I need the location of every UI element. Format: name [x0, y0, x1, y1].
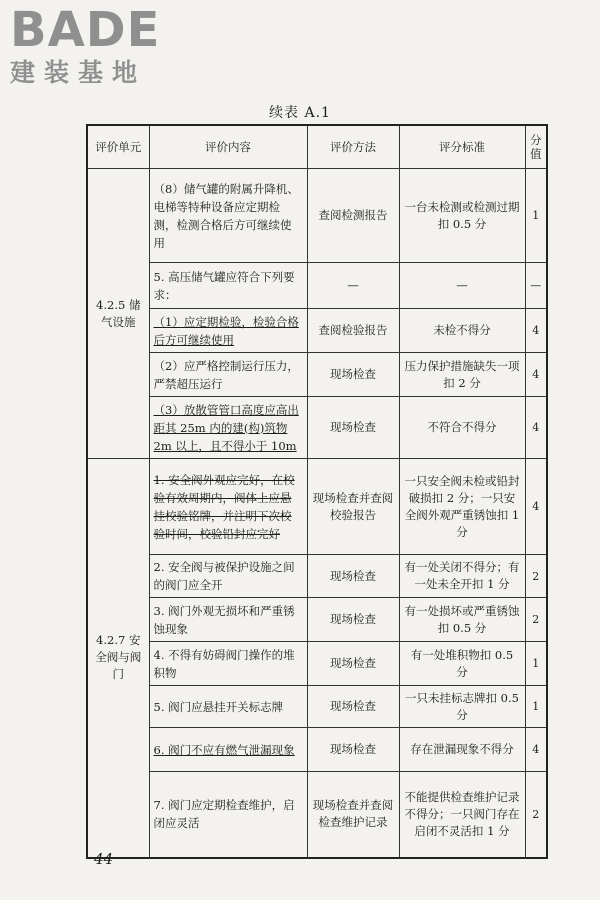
content-cell: （1）应定期检验，检验合格后方可继续使用 — [149, 309, 307, 353]
page-number: 44 — [94, 850, 114, 868]
evaluation-table — [86, 124, 548, 859]
criteria-cell: 一只未挂标志牌扣 0.5 分 — [399, 686, 525, 728]
table-row — [87, 353, 547, 397]
unit-cell: 4.2.7 安全阀与阀门 — [87, 459, 149, 858]
score-cell: 4 — [525, 397, 547, 459]
method-cell: 现场检查 — [307, 686, 399, 728]
table-row — [87, 169, 547, 263]
method-cell: 现场检查 — [307, 397, 399, 459]
table-row — [87, 459, 547, 555]
method-cell: 现场检查 — [307, 353, 399, 397]
header-method: 评价方法 — [307, 125, 399, 169]
method-cell: 现场检查 — [307, 642, 399, 686]
content-cell: 4. 不得有妨碍阀门操作的堆积物 — [149, 642, 307, 686]
criteria-cell: 未检不得分 — [399, 309, 525, 353]
method-cell: 现场检查 — [307, 598, 399, 642]
content-cell: 6. 阀门不应有燃气泄漏现象 — [149, 728, 307, 772]
criteria-cell: 一只安全阀未检或铅封破损扣 2 分；一只安全阀外观严重锈蚀扣 1 分 — [399, 459, 525, 555]
score-cell: 4 — [525, 459, 547, 555]
content-cell: 7. 阀门应定期检查维护，启闭应灵活 — [149, 772, 307, 858]
criteria-cell: 一台未检测或检测过期扣 0.5 分 — [399, 169, 525, 263]
score-cell: 4 — [525, 728, 547, 772]
table-row — [87, 397, 547, 459]
table-row — [87, 263, 547, 309]
score-cell: 4 — [525, 353, 547, 397]
table-row — [87, 772, 547, 858]
criteria-cell: — — [399, 263, 525, 309]
content-cell: 1. 安全阀外观应完好，在校验有效周期内，阀体上应悬挂校验铭牌，并注明下次校验时间，校验铅封应完好 — [149, 459, 307, 555]
method-cell: 现场检查 — [307, 728, 399, 772]
logo-text: BADE — [10, 2, 161, 58]
logo-subtitle: 建装基地 — [10, 58, 147, 87]
content-cell: （2）应严格控制运行压力，严禁超压运行 — [149, 353, 307, 397]
header-row — [87, 125, 547, 169]
criteria-cell: 有一处关闭不得分；有一处未全开扣 1 分 — [399, 555, 525, 598]
content-cell: 2. 安全阀与被保护设施之间的阀门应全开 — [149, 555, 307, 598]
criteria-cell: 压力保护措施缺失一项扣 2 分 — [399, 353, 525, 397]
header-content: 评价内容 — [149, 125, 307, 169]
method-cell: 查阅检验报告 — [307, 309, 399, 353]
method-cell: 现场检查并查阅检查维护记录 — [307, 772, 399, 858]
score-cell: 2 — [525, 555, 547, 598]
content-cell: 3. 阀门外观无损坏和严重锈蚀现象 — [149, 598, 307, 642]
score-cell: 2 — [525, 772, 547, 858]
criteria-cell: 存在泄漏现象不得分 — [399, 728, 525, 772]
score-cell: 4 — [525, 309, 547, 353]
criteria-cell: 不符合不得分 — [399, 397, 525, 459]
content-cell: 5. 阀门应悬挂开关标志牌 — [149, 686, 307, 728]
score-cell: 1 — [525, 642, 547, 686]
method-cell: 现场检查 — [307, 555, 399, 598]
method-cell: 查阅检测报告 — [307, 169, 399, 263]
score-cell: 1 — [525, 686, 547, 728]
method-cell: 现场检查并查阅校验报告 — [307, 459, 399, 555]
criteria-cell: 有一处堆积物扣 0.5 分 — [399, 642, 525, 686]
header-score: 分值 — [525, 125, 547, 169]
header-unit: 评价单元 — [87, 125, 149, 169]
score-cell: 2 — [525, 598, 547, 642]
table-row — [87, 686, 547, 728]
table-row — [87, 309, 547, 353]
score-cell: 1 — [525, 169, 547, 263]
table-row — [87, 728, 547, 772]
content-cell: （3）放散管管口高度应高出距其 25m 内的建(构)筑物 2m 以上，且不得小于 10m — [149, 397, 307, 459]
table-row — [87, 598, 547, 642]
bade-logo — [10, 4, 160, 88]
content-cell: （8）储气罐的附属升降机、电梯等特种设备应定期检测，检测合格后方可继续使用 — [149, 169, 307, 263]
score-cell: — — [525, 263, 547, 309]
method-cell: — — [307, 263, 399, 309]
unit-cell: 4.2.5 储气设施 — [87, 169, 149, 459]
table-title: 续表 A.1 — [269, 105, 331, 121]
table-row — [87, 555, 547, 598]
criteria-cell: 不能提供检查维护记录不得分；一只阀门存在启闭不灵活扣 1 分 — [399, 772, 525, 858]
content-cell: 5. 高压储气罐应符合下列要求： — [149, 263, 307, 309]
header-criteria: 评分标准 — [399, 125, 525, 169]
table-row — [87, 642, 547, 686]
criteria-cell: 有一处损坏或严重锈蚀扣 0.5 分 — [399, 598, 525, 642]
